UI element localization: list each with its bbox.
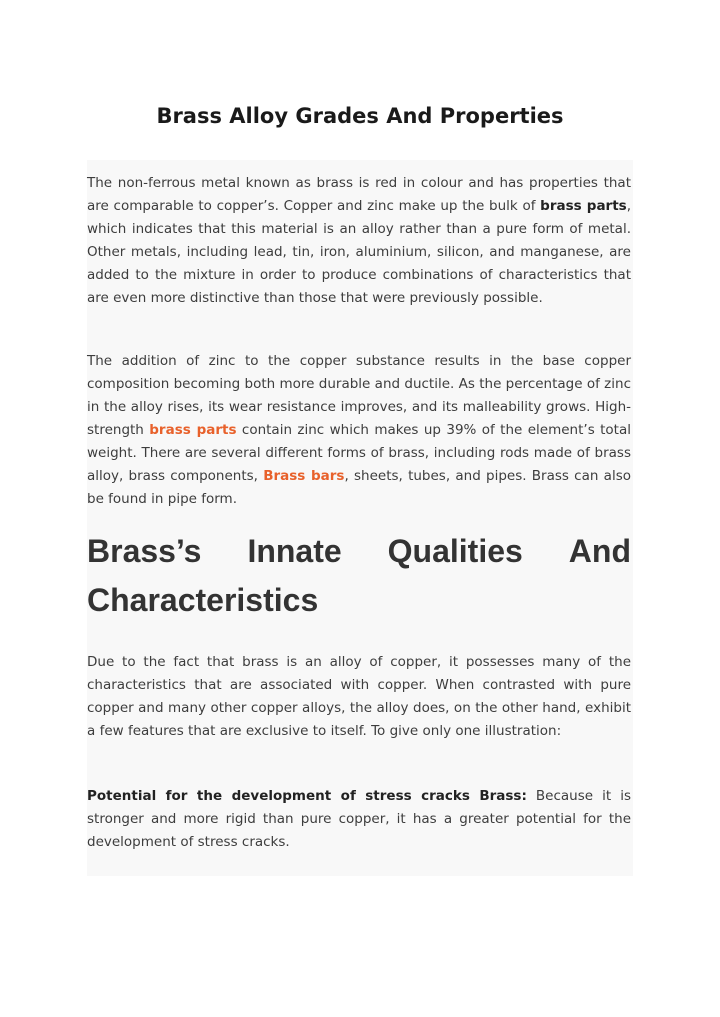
bold-term-stress-cracks: Potential for the development of stress cracks Brass: [87,788,527,804]
heading-word: Qualities [387,533,523,569]
paragraph-text: The non-ferrous metal known as brass is red in colour and has properties that are comparable to copper’s. Copper and zinc make up the bulk of [87,175,631,214]
heading-word: Innate [247,533,342,569]
link-brass-parts[interactable]: brass parts [149,422,237,438]
article-body [87,160,633,876]
heading-word: And [568,533,631,569]
paragraph-text: The addition of zinc to the copper substance results in the base copper composition becoming both more durable and ductile. As the percentage of zinc in the alloy rises, its wear resistance improves, and its malleability grows. High-strength [87,353,631,438]
link-brass-bars[interactable]: Brass bars [263,468,345,484]
paragraph-text: , which indicates that this material is an alloy rather than a pure form of metal. Other metals, including lead, tin, iron, aluminium, silicon, and manganese, are added to the mixture in order to produce combinations of characteristics that are even more distinctive than those that were previously possible. [87,198,632,306]
paragraph-zinc [87,350,631,511]
paragraph-text: Due to the fact that brass is an alloy of copper, it possesses many of the characteristics that are associated with copper. When contrasted with pure copper and many other copper alloys, the alloy does, on the other hand, exhibit a few features that are exclusive to itself. To give only one illustration: [87,654,631,739]
paragraph-text: , sheets, tubes, and pipes. Brass can also be found in pipe form. [87,468,631,507]
bold-term-brass-parts: brass parts [540,198,627,214]
paragraph-text: contain zinc which makes up 39% of the element’s total weight. There are several different forms of brass, including rods made of brass alloy, brass components, [87,422,631,484]
page-title: Brass Alloy Grades And Properties [156,104,564,128]
section-heading [87,527,631,625]
section-heading-line2: Characteristics [87,582,319,618]
section-heading-line1 [87,527,631,576]
heading-word: Brass’s [87,533,202,569]
paragraph-text: Because it is stronger and more rigid than pure copper, it has a greater potential for the development of stress cracks. [87,788,631,850]
paragraph-intro [87,172,631,310]
paragraph-qualities [87,651,631,743]
paragraph-stress-cracks [87,785,631,854]
